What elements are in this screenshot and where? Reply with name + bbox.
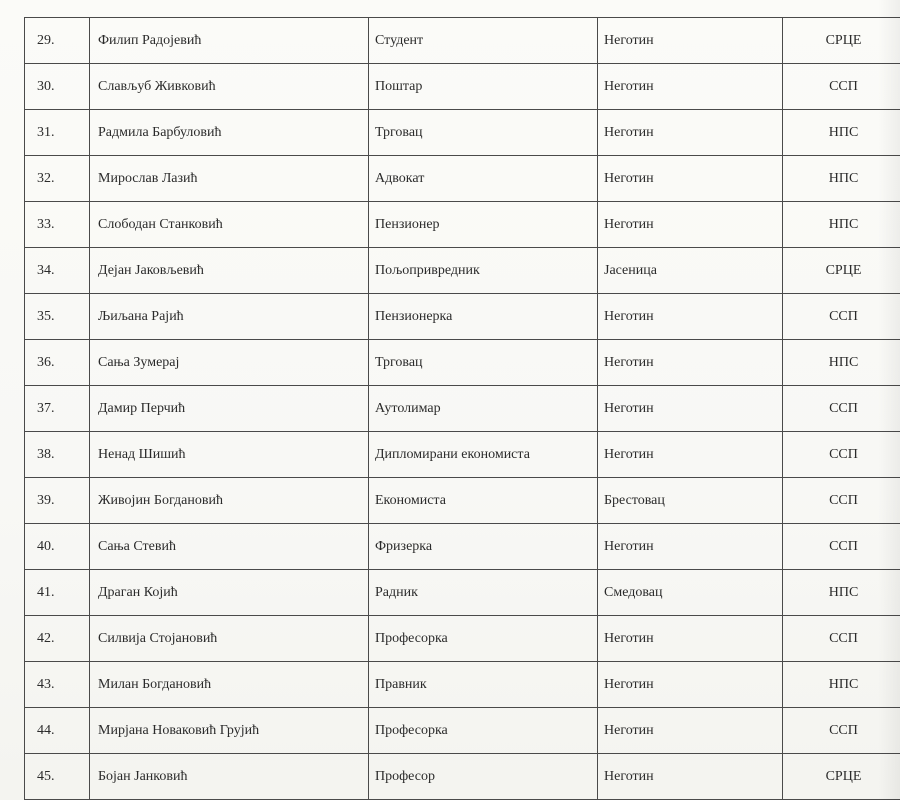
row-number: 34. — [25, 248, 90, 294]
table-row — [25, 248, 900, 294]
row-number: 32. — [25, 156, 90, 202]
candidate-occupation: Пензионер — [369, 202, 598, 248]
table-row — [25, 478, 900, 524]
table-row — [25, 662, 900, 708]
candidate-name: Силвија Стојановић — [90, 616, 369, 662]
candidate-occupation: Дипломирани економиста — [369, 432, 598, 478]
scan-edge-shadow — [878, 0, 900, 800]
row-number: 33. — [25, 202, 90, 248]
candidate-place: Неготин — [598, 616, 783, 662]
candidate-name: Филип Радојевић — [90, 18, 369, 64]
candidate-party: ССП — [783, 478, 900, 524]
table-row — [25, 386, 900, 432]
candidate-name: Сања Зумерај — [90, 340, 369, 386]
candidate-occupation: Радник — [369, 570, 598, 616]
candidate-party: ССП — [783, 64, 900, 110]
table-row — [25, 18, 900, 64]
candidate-occupation: Аутолимар — [369, 386, 598, 432]
candidate-place: Неготин — [598, 662, 783, 708]
candidate-party: СРЦЕ — [783, 18, 900, 64]
row-number: 37. — [25, 386, 90, 432]
row-number: 29. — [25, 18, 90, 64]
candidate-name: Дамир Перчић — [90, 386, 369, 432]
table-row — [25, 524, 900, 570]
row-number: 35. — [25, 294, 90, 340]
candidate-occupation: Пензионерка — [369, 294, 598, 340]
row-number: 39. — [25, 478, 90, 524]
candidate-party: ССП — [783, 386, 900, 432]
table-row — [25, 754, 900, 800]
row-number: 44. — [25, 708, 90, 754]
candidate-name: Милан Богдановић — [90, 662, 369, 708]
row-number: 38. — [25, 432, 90, 478]
candidate-place: Неготин — [598, 754, 783, 800]
candidate-occupation: Адвокат — [369, 156, 598, 202]
candidate-name: Бојан Јанковић — [90, 754, 369, 800]
candidate-party: НПС — [783, 340, 900, 386]
row-number: 36. — [25, 340, 90, 386]
table-row — [25, 156, 900, 202]
candidate-party: НПС — [783, 570, 900, 616]
table-row — [25, 294, 900, 340]
candidate-party: НПС — [783, 110, 900, 156]
candidate-name: Слављуб Живковић — [90, 64, 369, 110]
candidate-name: Дејан Јаковљевић — [90, 248, 369, 294]
candidate-name: Слободан Станковић — [90, 202, 369, 248]
candidate-party: НПС — [783, 202, 900, 248]
candidate-name: Мирјана Новаковић Грујић — [90, 708, 369, 754]
candidate-place: Неготин — [598, 294, 783, 340]
candidate-party: ССП — [783, 708, 900, 754]
table-row — [25, 340, 900, 386]
candidate-occupation: Професорка — [369, 616, 598, 662]
candidate-occupation: Трговац — [369, 340, 598, 386]
candidate-place: Неготин — [598, 202, 783, 248]
candidate-occupation: Фризерка — [369, 524, 598, 570]
candidate-party: НПС — [783, 662, 900, 708]
candidate-name: Љиљана Рајић — [90, 294, 369, 340]
candidate-party: СРЦЕ — [783, 754, 900, 800]
candidate-occupation: Студент — [369, 18, 598, 64]
row-number: 42. — [25, 616, 90, 662]
row-number: 43. — [25, 662, 90, 708]
candidate-party: НПС — [783, 156, 900, 202]
table-row — [25, 110, 900, 156]
candidate-place: Неготин — [598, 156, 783, 202]
candidate-party: ССП — [783, 524, 900, 570]
candidate-place: Неготин — [598, 110, 783, 156]
table-row — [25, 64, 900, 110]
candidate-name: Живојин Богдановић — [90, 478, 369, 524]
candidate-list-body — [25, 18, 900, 800]
candidate-name: Ненад Шишић — [90, 432, 369, 478]
candidate-occupation: Професорка — [369, 708, 598, 754]
candidate-name: Мирослав Лазић — [90, 156, 369, 202]
candidate-list-table — [24, 17, 900, 800]
candidate-occupation: Пољопривредник — [369, 248, 598, 294]
row-number: 45. — [25, 754, 90, 800]
row-number: 30. — [25, 64, 90, 110]
candidate-place: Неготин — [598, 64, 783, 110]
candidate-occupation: Поштар — [369, 64, 598, 110]
candidate-occupation: Правник — [369, 662, 598, 708]
candidate-place: Јасеница — [598, 248, 783, 294]
candidate-party: ССП — [783, 294, 900, 340]
candidate-place: Неготин — [598, 340, 783, 386]
candidate-name: Сања Стевић — [90, 524, 369, 570]
candidate-occupation: Трговац — [369, 110, 598, 156]
candidate-place: Брестовац — [598, 478, 783, 524]
table-row — [25, 708, 900, 754]
candidate-party: ССП — [783, 616, 900, 662]
table-row — [25, 570, 900, 616]
row-number: 40. — [25, 524, 90, 570]
candidate-occupation: Економиста — [369, 478, 598, 524]
candidate-place: Неготин — [598, 524, 783, 570]
table-row — [25, 432, 900, 478]
candidate-occupation: Професор — [369, 754, 598, 800]
table-row — [25, 202, 900, 248]
candidate-party: ССП — [783, 432, 900, 478]
candidate-place: Неготин — [598, 432, 783, 478]
candidate-place: Смедовац — [598, 570, 783, 616]
candidate-place: Неготин — [598, 386, 783, 432]
candidate-place: Неготин — [598, 18, 783, 64]
row-number: 41. — [25, 570, 90, 616]
candidate-party: СРЦЕ — [783, 248, 900, 294]
row-number: 31. — [25, 110, 90, 156]
candidate-name: Драган Којић — [90, 570, 369, 616]
table-row — [25, 616, 900, 662]
candidate-name: Радмила Барбуловић — [90, 110, 369, 156]
candidate-place: Неготин — [598, 708, 783, 754]
